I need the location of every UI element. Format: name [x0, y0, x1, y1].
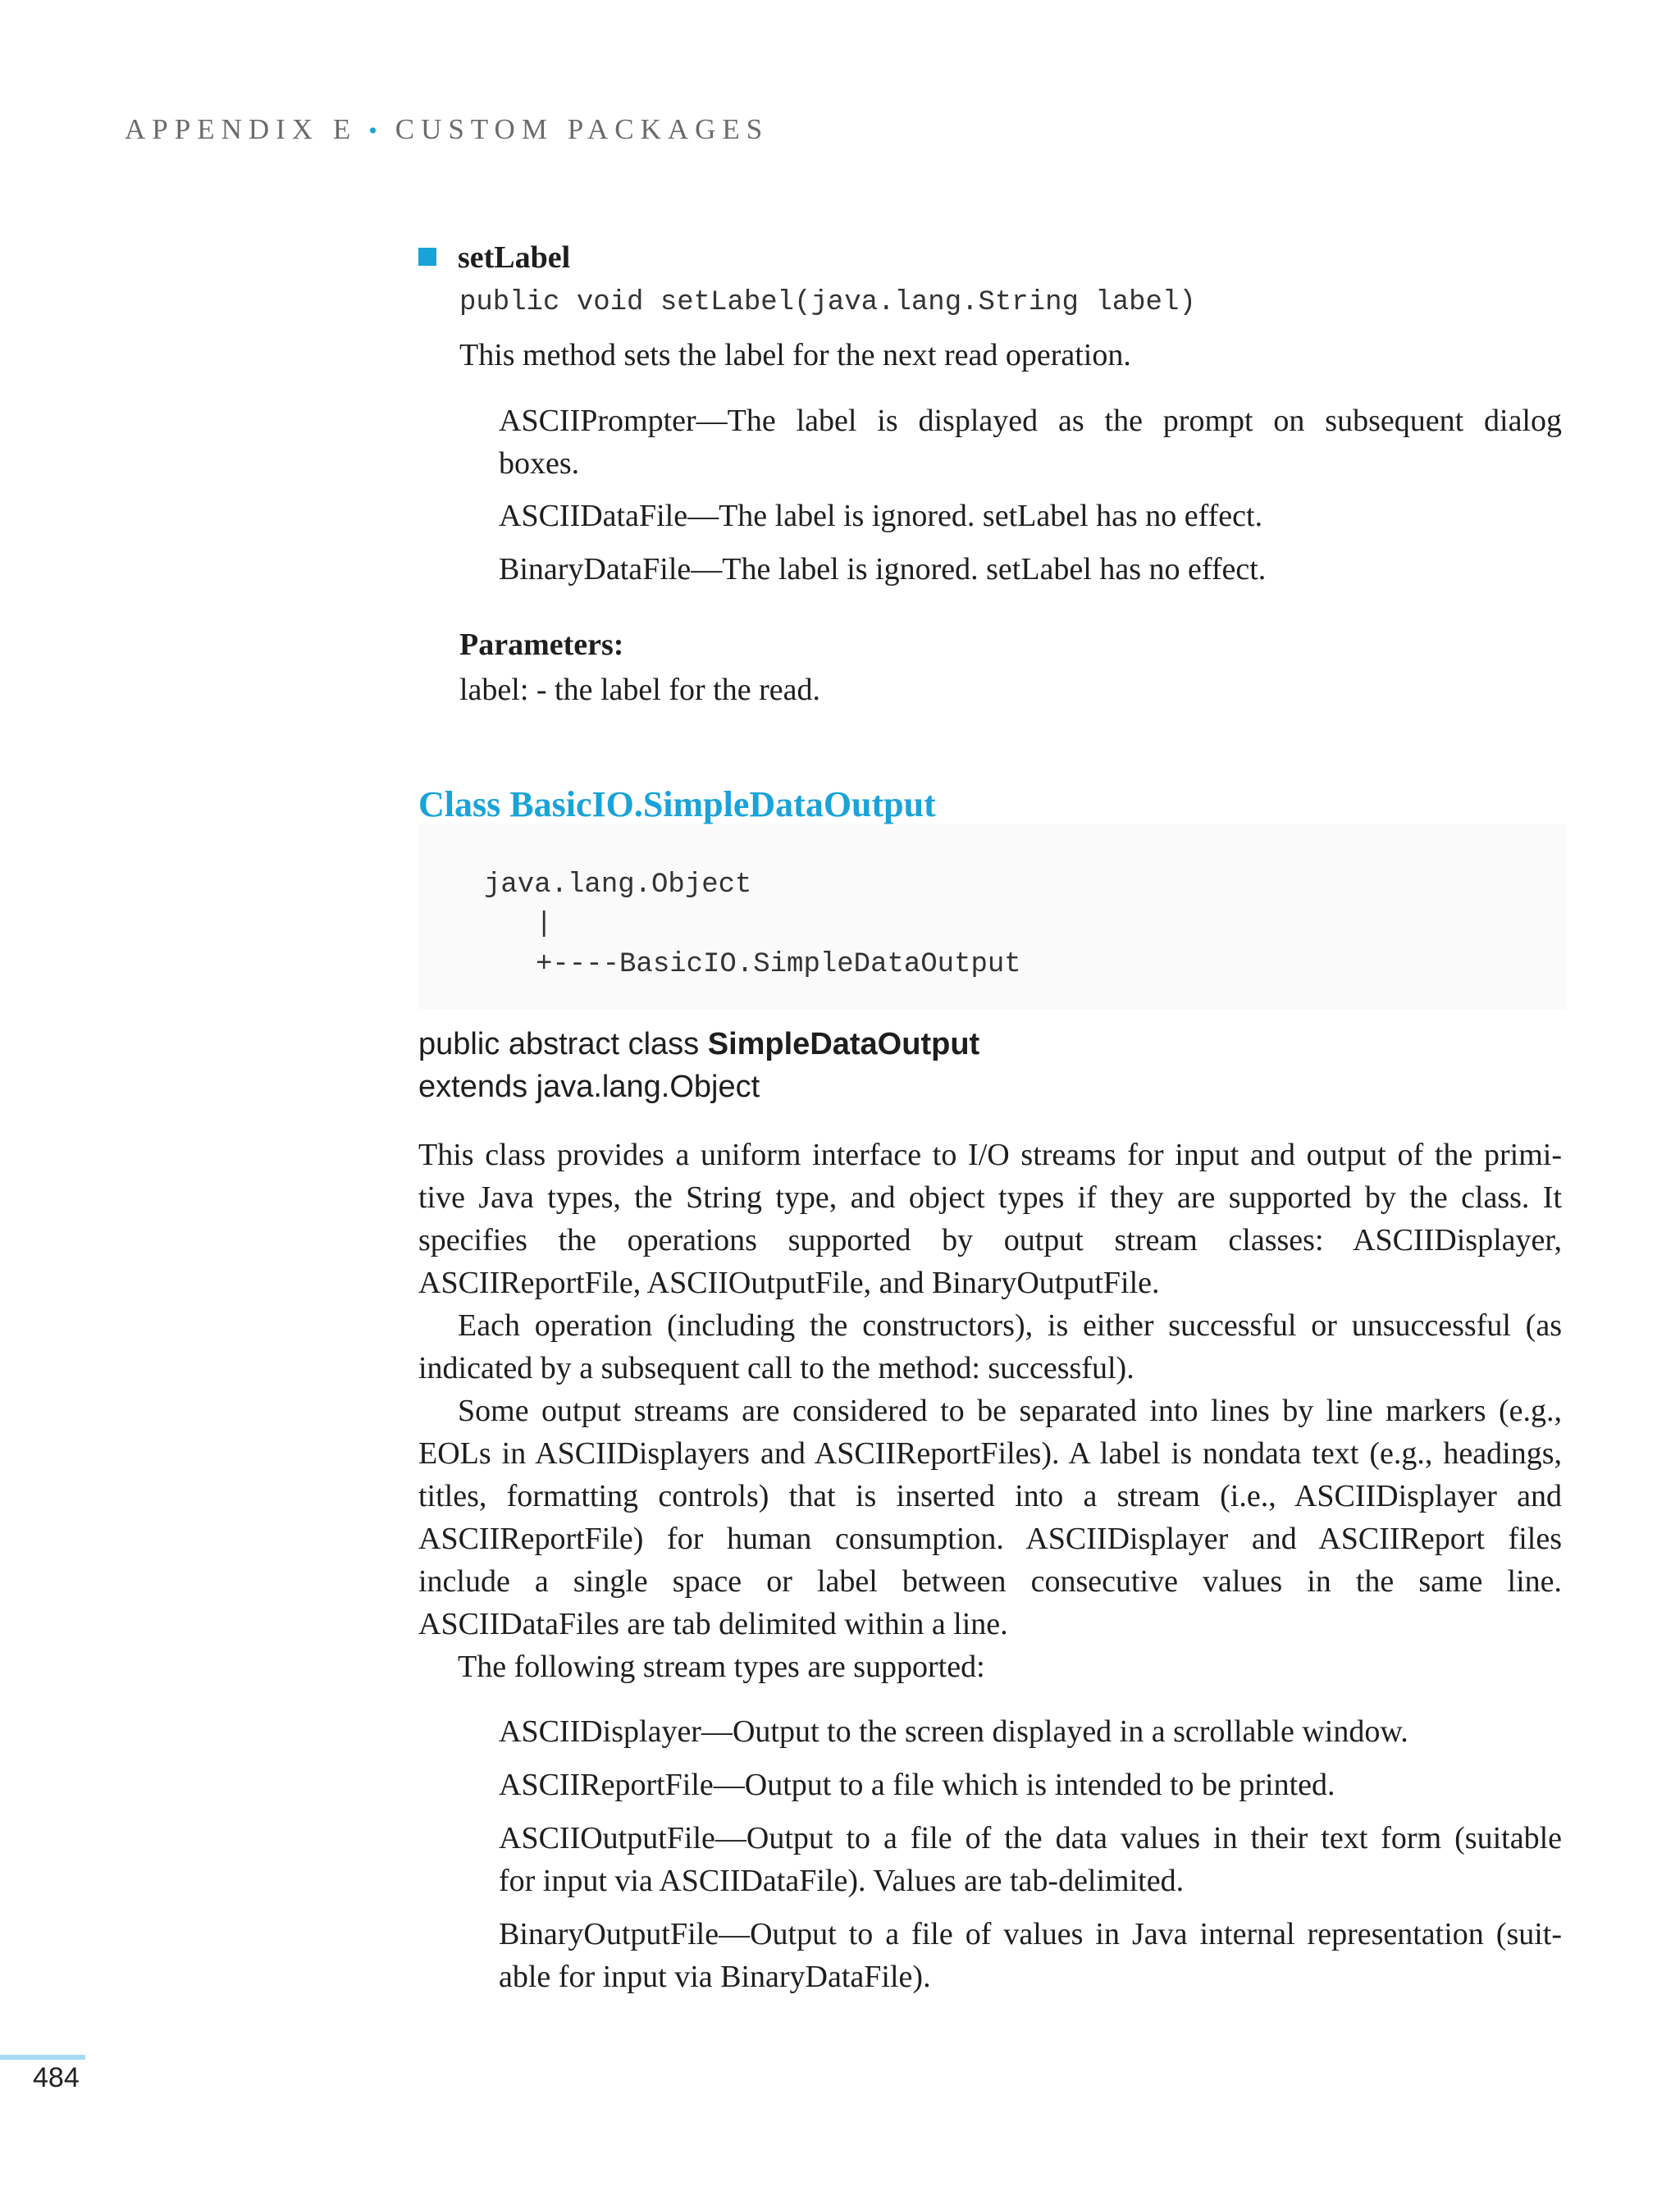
class-hierarchy: [418, 824, 1567, 1009]
paragraph-line: tive Java types, the String type, and object types if they are supported by the class. It: [418, 1180, 1562, 1215]
paragraph-line: include a single space or label between consecutive values in the same line.: [418, 1564, 1562, 1599]
hierarchy-child: +----BasicIO.SimpleDataOutput: [536, 949, 1021, 980]
stream-type-line: BinaryOutputFile—Output to a file of values in Java internal representation (suit-: [499, 1917, 1562, 1951]
method-description: This method sets the label for the next read operation.: [459, 338, 1131, 372]
hierarchy-connector: |: [536, 909, 553, 940]
paragraph-line: Some output streams are considered to be separated into lines by line markers (e.g.,: [458, 1394, 1562, 1428]
running-head: [125, 113, 769, 146]
method-item-prompter: [499, 399, 1562, 485]
running-head-title: CUSTOM PACKAGES: [395, 113, 769, 145]
running-head-appendix: APPENDIX E: [125, 113, 358, 145]
stream-type-binaryoutputfile: [499, 1913, 1562, 1998]
stream-type-asciidisplayer: ASCIIDisplayer—Output to the screen displayed in a scrollable window.: [499, 1714, 1408, 1749]
stream-type-line: able for input via BinaryDataFile).: [499, 1960, 931, 1994]
method-item-line: boxes.: [499, 446, 580, 481]
paragraph-line: titles, formatting controls) that is inserted into a stream (i.e., ASCIIDisplayer and: [418, 1479, 1562, 1513]
paragraph-4: The following stream types are supported:: [458, 1650, 985, 1684]
method-item-datafile: ASCIIDataFile—The label is ignored. setLabel has no effect.: [499, 499, 1263, 533]
paragraph-line: ASCIIReportFile, ASCIIOutputFile, and BinaryOutputFile.: [418, 1266, 1160, 1300]
hierarchy-root: java.lang.Object: [484, 869, 752, 901]
method-item-line: ASCIIPrompter—The label is displayed as the prompt on subsequent dialog: [499, 404, 1562, 438]
parameters-text: label: - the label for the read.: [459, 673, 820, 707]
paragraph-line: This class provides a uniform interface to I/O streams for input and output of the primi-: [418, 1138, 1562, 1172]
square-bullet-icon: [418, 248, 436, 266]
paragraph-line: ASCIIDataFiles are tab delimited within a line.: [418, 1607, 1008, 1641]
class-declaration-prefix: public abstract class: [418, 1027, 708, 1061]
paragraph-1: [418, 1134, 1562, 1304]
paragraph-line: indicated by a subsequent call to the method: successful).: [418, 1351, 1134, 1385]
paragraph-2: [418, 1304, 1562, 1390]
paragraph-line: EOLs in ASCIIDisplayers and ASCIIReportFiles). A label is nondata text (e.g., headings,: [418, 1436, 1562, 1471]
class-extends: extends java.lang.Object: [418, 1070, 760, 1104]
stream-type-line: for input via ASCIIDataFile). Values are tab-delimited.: [499, 1864, 1185, 1898]
parameters-heading: Parameters:: [459, 628, 624, 662]
paragraph-line: ASCIIReportFile) for human consumption. ASCIIDisplayer and ASCIIReport files: [418, 1522, 1562, 1556]
method-name: setLabel: [458, 240, 571, 275]
class-title: Class BasicIO.SimpleDataOutput: [418, 784, 936, 824]
method-heading: [418, 240, 570, 276]
class-declaration: [418, 1027, 979, 1062]
bullet-icon: •: [368, 117, 384, 144]
stream-type-line: ASCIIOutputFile—Output to a file of the data values in their text form (suitable: [499, 1821, 1562, 1855]
paragraph-line: Each operation (including the constructors), is either successful or unsuccessful (as: [458, 1308, 1562, 1343]
method-signature: public void setLabel(java.lang.String label): [459, 287, 1196, 318]
page-number: 484: [33, 2062, 80, 2093]
page-number-rule: [0, 2055, 85, 2060]
paragraph-line: specifies the operations supported by output stream classes: ASCIIDisplayer,: [418, 1223, 1562, 1257]
method-item-binarydatafile: BinaryDataFile—The label is ignored. setLabel has no effect.: [499, 552, 1267, 586]
class-declaration-name: SimpleDataOutput: [707, 1027, 980, 1061]
paragraph-3: [418, 1390, 1562, 1645]
stream-type-asciioutputfile: [499, 1817, 1562, 1902]
stream-type-asciireportfile: ASCIIReportFile—Output to a file which is intended to be printed.: [499, 1768, 1335, 1802]
